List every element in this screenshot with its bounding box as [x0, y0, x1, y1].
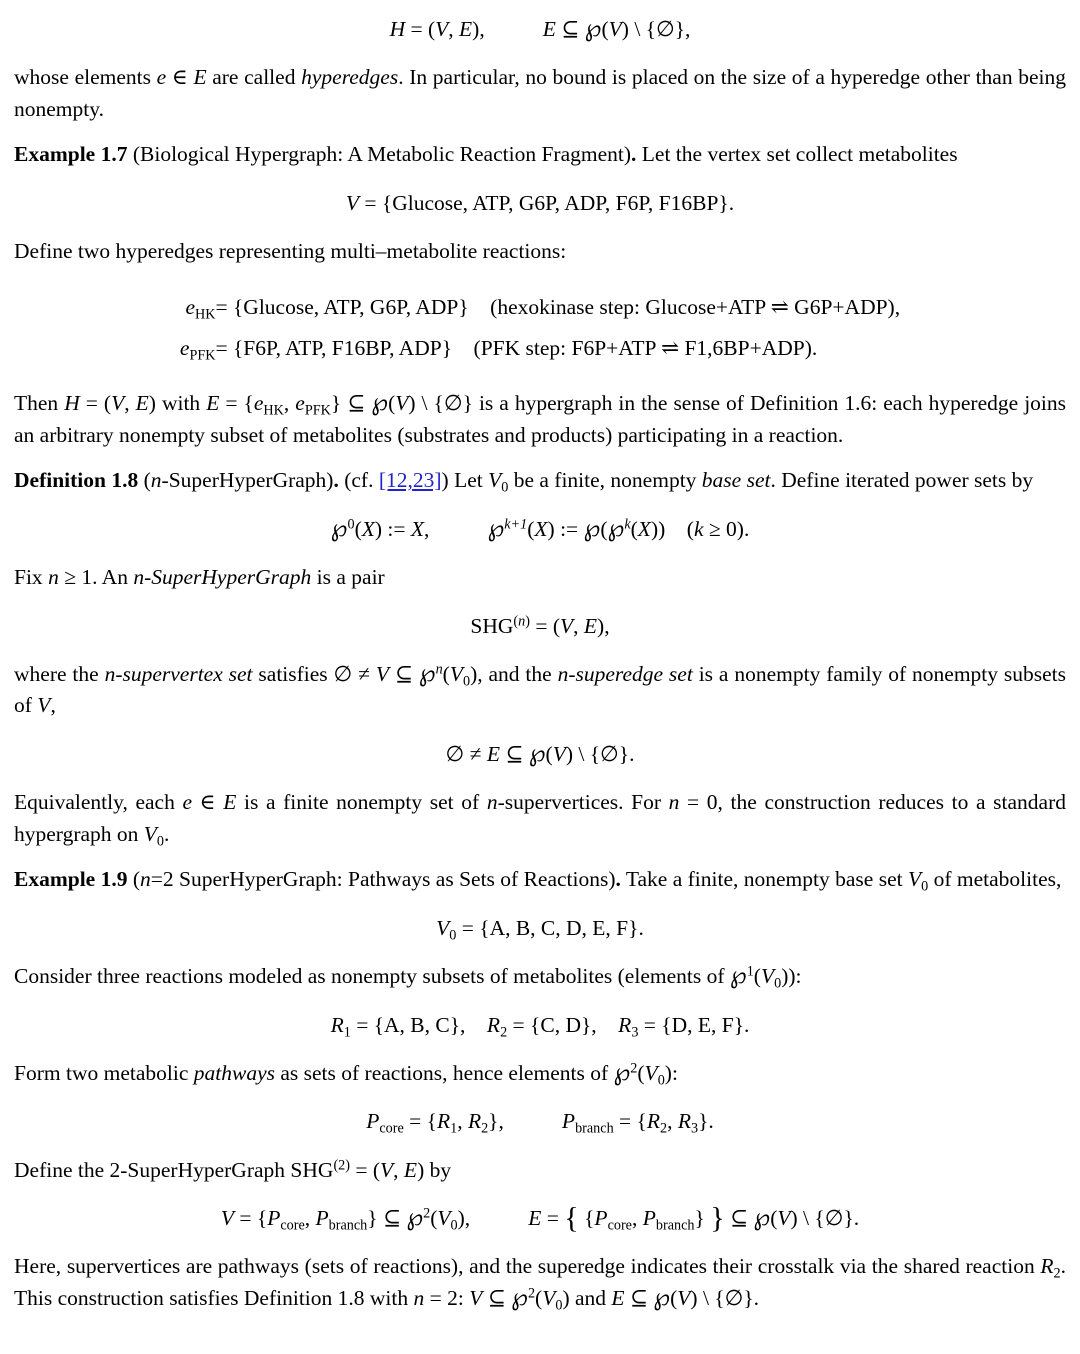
- powerset-symbol: ℘: [528, 738, 546, 767]
- text-run: Form two metabolic: [14, 1060, 194, 1085]
- para-then-h: [14, 388, 1066, 451]
- text-run: ⊆: [499, 741, 529, 766]
- text-run: ) \ {∅}.: [690, 1285, 760, 1310]
- text-run: 3: [631, 1023, 639, 1040]
- text-run: (: [527, 516, 535, 541]
- text-run: } ⊆: [330, 391, 372, 416]
- text-run: ) :=: [374, 516, 411, 541]
- text-run: Take a finite, nonempty base set: [620, 867, 908, 892]
- text-run: (: [630, 516, 638, 541]
- text-run: ) \ {∅}.: [565, 741, 635, 766]
- text-run: ∈: [166, 65, 194, 90]
- text-run: be a finite, nonempty: [508, 468, 702, 493]
- text-run: ,: [424, 516, 430, 541]
- text-run: R: [486, 1012, 501, 1037]
- text-run: pathways: [193, 1060, 275, 1085]
- text-run: -SuperHyperGraph): [161, 468, 334, 493]
- powerset-symbol: ℘: [511, 1282, 528, 1311]
- text-run: = 2:: [424, 1285, 470, 1310]
- text-run: H: [64, 391, 80, 416]
- text-run: P: [315, 1206, 329, 1231]
- text-run: E: [583, 613, 598, 638]
- text-run: E: [135, 391, 149, 416]
- text-run: E: [542, 17, 556, 41]
- equation-lhs: [180, 287, 216, 328]
- text-run: . In particular, no bound is placed on the size of a hyperedge other than being nonempty.: [14, 65, 1066, 121]
- text-run: R: [467, 1109, 482, 1134]
- text-run: V: [644, 1060, 658, 1085]
- text-run: .: [615, 867, 621, 892]
- text-run: V: [677, 1285, 691, 1310]
- para-define-hyperedges: [14, 236, 1066, 268]
- text-run: (: [770, 1206, 778, 1231]
- para-equivalently: [14, 787, 1066, 850]
- text-run: ) with: [148, 391, 207, 416]
- text-run: = {F6P, ATP, F16BP, ADP}: [215, 335, 453, 360]
- powerset-symbol: ℘: [607, 513, 625, 542]
- text-run: ),: [457, 1206, 471, 1231]
- text-run: X: [410, 516, 425, 541]
- text-run: 1: [343, 1023, 351, 1040]
- powerset-symbol: ℘: [753, 1203, 771, 1232]
- text-run: e: [185, 294, 195, 319]
- para-here-supervertices: [14, 1251, 1066, 1314]
- para-form-pathways: [14, 1058, 1066, 1090]
- display-hypergraph-def: [14, 14, 1066, 45]
- text-run: Equivalently, each: [14, 790, 183, 815]
- text-run: = {: [219, 391, 254, 416]
- text-run: -supervertices. For: [497, 790, 669, 815]
- text-run: n: [140, 867, 151, 892]
- text-run: (: [545, 741, 553, 766]
- text-run: = (: [529, 613, 561, 638]
- text-run: core: [379, 1120, 404, 1137]
- text-run: (Biological Hypergraph: A Metabolic Reaction Fragment): [127, 142, 632, 167]
- text-run: 1: [450, 1120, 458, 1137]
- text-run: 1: [746, 963, 754, 980]
- powerset-symbol: ℘: [584, 14, 602, 42]
- text-run: V: [37, 693, 51, 718]
- text-run: (hexokinase step: Glucose+ATP ⇌ G6P+ADP),: [490, 294, 901, 319]
- text-run: ) and: [562, 1285, 612, 1310]
- text-run: = {C, D},: [507, 1012, 597, 1037]
- text-run: E: [206, 391, 220, 416]
- text-run: R: [677, 1109, 691, 1134]
- display-pathways: [14, 1106, 1066, 1137]
- text-run: V: [907, 867, 922, 892]
- text-run: =: [541, 1206, 565, 1231]
- text-run: ,: [573, 613, 584, 638]
- text-run: of metabolites,: [928, 867, 1062, 892]
- text-run: V: [111, 391, 125, 416]
- text-run: V: [760, 964, 775, 989]
- text-run: ⊆: [624, 1285, 654, 1310]
- text-run: k: [693, 516, 704, 541]
- para-hyperedges: [14, 62, 1066, 125]
- text-run: R: [646, 1109, 661, 1134]
- text-run: Fix: [14, 565, 49, 590]
- text-run: . This construction satisfies Definition 1.8 with: [14, 1254, 1066, 1310]
- text-run: = {: [403, 1109, 437, 1134]
- text-run: ) \ {∅}.: [790, 1206, 860, 1231]
- text-run: )): [650, 516, 666, 541]
- text-run: Definition 1.8: [14, 468, 139, 493]
- text-run: (: [354, 516, 362, 541]
- powerset-symbol: ℘: [487, 513, 505, 542]
- text-run: core: [280, 1217, 305, 1234]
- text-run: n-supervertex set: [104, 661, 253, 686]
- text-run: E: [611, 1285, 625, 1310]
- text-run: 0: [774, 975, 782, 992]
- text-run: Example 1.7: [14, 142, 128, 167]
- text-run: ,: [448, 17, 460, 41]
- para-supervertex-set: [14, 659, 1066, 722]
- text-run: (: [601, 17, 609, 41]
- display-superedge-condition: [14, 739, 1066, 770]
- text-run: 0: [156, 832, 165, 849]
- text-run: ): [525, 613, 530, 630]
- text-run: 0: [921, 878, 929, 895]
- text-run: E: [193, 65, 207, 90]
- text-run: .: [164, 821, 170, 846]
- text-run: 0: [501, 479, 509, 496]
- text-run: n-SuperHyperGraph: [133, 565, 312, 590]
- text-run: 2: [500, 1023, 508, 1040]
- text-run: k+1: [504, 516, 528, 533]
- equation-rhs: [215, 287, 900, 328]
- text-run: V: [608, 17, 622, 41]
- text-run: core: [607, 1217, 632, 1234]
- text-run: ⊆: [555, 17, 585, 41]
- text-run: 2: [660, 1120, 668, 1137]
- text-run: E: [223, 790, 237, 815]
- text-run: }.: [698, 1109, 714, 1134]
- text-run: HK: [194, 305, 216, 322]
- text-run: 2: [527, 1285, 536, 1302]
- text-run: PFK: [189, 347, 216, 364]
- text-run: V: [395, 391, 409, 416]
- text-run: where the: [14, 661, 105, 686]
- text-run: (: [637, 1060, 645, 1085]
- text-run: HK: [263, 402, 284, 419]
- text-run: V: [143, 821, 157, 846]
- powerset-symbol: ℘: [613, 1057, 631, 1086]
- text-run: = 0, the construction reduces to a standard hypergraph on: [14, 790, 1066, 846]
- text-run: hyperedges: [301, 65, 399, 90]
- text-run: ≥ 0).: [703, 516, 750, 541]
- powerset-symbol: ℘: [418, 658, 436, 687]
- text-run: ,: [631, 1206, 643, 1231]
- text-run: 0: [449, 927, 457, 944]
- text-run: V: [345, 190, 360, 215]
- text-run: ,: [124, 391, 136, 416]
- text-run: P: [561, 1109, 576, 1134]
- text-run: n: [150, 468, 162, 493]
- powerset-symbol: ℘: [583, 513, 601, 542]
- text-run: = (: [405, 17, 436, 41]
- text-run: = {A, B, C},: [350, 1012, 466, 1037]
- text-run: V: [488, 468, 502, 493]
- display-iterated-power-sets: [14, 514, 1066, 545]
- text-run: (: [138, 468, 151, 493]
- text-run: ,: [457, 1109, 468, 1134]
- text-run: = {A, B, C, D, E, F}.: [456, 915, 644, 940]
- text-run: }: [710, 1200, 725, 1235]
- text-run: 0: [657, 1072, 665, 1089]
- text-run: branch: [328, 1217, 368, 1234]
- text-run: ⊆: [482, 1285, 512, 1310]
- text-run: X: [637, 516, 651, 541]
- para-define-shg2: [14, 1155, 1066, 1187]
- text-run: }: [694, 1206, 711, 1231]
- text-run: = {D, E, F}.: [638, 1012, 750, 1037]
- text-run: 2: [1053, 1265, 1061, 1282]
- text-run: V: [777, 1206, 791, 1231]
- text-run: whose elements: [14, 65, 157, 90]
- text-run: ⊆: [724, 1206, 754, 1231]
- powerset-symbol: ℘: [729, 961, 747, 990]
- para-definition-1-8: [14, 465, 1066, 497]
- equation-row: [180, 287, 900, 328]
- text-run: ≥ 1. An: [58, 565, 134, 590]
- text-run: (PFK step: F6P+ATP ⇌ F1,6BP+ADP).: [473, 335, 818, 360]
- text-run: (: [513, 613, 519, 630]
- text-run: = (: [79, 391, 112, 416]
- text-run: ,: [283, 391, 296, 416]
- aligned-equations: [180, 287, 900, 369]
- text-run: 3: [691, 1120, 699, 1137]
- display-hyperedge-reactions: [14, 287, 1066, 369]
- display-shg: [14, 611, 1066, 642]
- text-run: P: [594, 1206, 608, 1231]
- text-run: (: [686, 516, 694, 541]
- text-run: PFK: [304, 402, 331, 419]
- text-run: (: [600, 516, 608, 541]
- text-run: n: [48, 565, 59, 590]
- powerset-symbol: ℘: [406, 1203, 424, 1232]
- text-run: = {: [233, 1206, 268, 1231]
- text-run: P: [366, 1109, 380, 1134]
- text-run: V: [435, 17, 449, 41]
- text-run: = {Glucose, ATP, G6P, ADP, F6P, F16BP}.: [359, 190, 735, 215]
- text-run: Here, supervertices are pathways (sets of reactions), and the superedge indicates their crosstalk via the shared reaction: [14, 1254, 1041, 1279]
- text-run: V: [560, 613, 574, 638]
- text-run: n-superedge set: [557, 661, 693, 686]
- text-run: Define two hyperedges representing multi–metabolite reactions:: [14, 239, 567, 264]
- text-run: {: [564, 1200, 579, 1235]
- text-run: e: [253, 391, 264, 416]
- text-run: . Define iterated power sets by: [770, 468, 1034, 493]
- text-run: is a pair: [311, 565, 385, 590]
- text-run: (: [753, 964, 761, 989]
- text-run: branch: [575, 1120, 614, 1137]
- text-run: P: [642, 1206, 656, 1231]
- text-run: ) by: [417, 1157, 452, 1182]
- text-run: is a nonempty family of nonempty subsets of: [14, 661, 1067, 718]
- display-base-set: [14, 913, 1066, 944]
- text-run: ) Let: [441, 468, 489, 493]
- text-run: = {: [613, 1109, 647, 1134]
- text-run: 0: [555, 1297, 563, 1314]
- text-run: 2: [630, 1060, 638, 1077]
- text-run: ), and the: [470, 661, 558, 686]
- text-run: R: [436, 1109, 451, 1134]
- text-run: .: [333, 468, 339, 493]
- text-run: ,: [393, 1157, 404, 1182]
- text-run: base set: [701, 468, 771, 493]
- text-run: ) :=: [547, 516, 584, 541]
- equation-lhs: [180, 328, 216, 369]
- text-run: ,: [50, 693, 56, 718]
- text-run: V: [220, 1206, 234, 1231]
- text-run: } ⊆: [367, 1206, 407, 1231]
- text-run: as sets of reactions, hence elements of: [274, 1060, 614, 1085]
- text-run: 0: [462, 673, 471, 690]
- text-run: (: [127, 867, 141, 892]
- powerset-symbol: ℘: [653, 1282, 671, 1311]
- text-run: e: [156, 65, 167, 90]
- text-run: ):: [664, 1060, 678, 1085]
- text-run: n: [486, 790, 498, 815]
- text-run: ) \ {∅},: [621, 17, 691, 41]
- text-run: n: [435, 661, 443, 678]
- text-run: E: [403, 1157, 418, 1182]
- text-run: (: [430, 1206, 438, 1231]
- text-run: X: [534, 516, 548, 541]
- para-consider-reactions: [14, 961, 1066, 993]
- citation-link[interactable]: [12,23]: [378, 468, 442, 493]
- text-run: e: [179, 335, 190, 360]
- text-run: = (: [349, 1157, 381, 1182]
- text-run: Example 1.9: [14, 867, 128, 892]
- text-run: V: [380, 1157, 394, 1182]
- text-run: (: [670, 1285, 678, 1310]
- text-run: (: [535, 1285, 543, 1310]
- text-run: V: [437, 1206, 451, 1231]
- text-run: Let the vertex set collect metabolites: [636, 142, 958, 167]
- text-run: .: [631, 142, 637, 167]
- text-run: branch: [655, 1217, 695, 1234]
- text-run: ⊆: [389, 661, 419, 686]
- text-run: E: [528, 1206, 542, 1231]
- text-run: n: [413, 1285, 425, 1310]
- display-reactions: [14, 1010, 1066, 1041]
- para-example-1-9: [14, 864, 1066, 896]
- powerset-symbol: ℘: [330, 513, 348, 542]
- text-run: (2): [333, 1157, 350, 1174]
- text-run: n: [518, 613, 526, 630]
- text-run: V: [469, 1285, 483, 1310]
- text-run: V: [436, 915, 450, 940]
- para-example-1-7: [14, 139, 1066, 171]
- text-run: 2: [423, 1205, 431, 1222]
- text-run: 2: [481, 1120, 489, 1137]
- text-run: SHG: [470, 613, 514, 638]
- para-fix-n: [14, 562, 1066, 594]
- text-run: X: [361, 516, 375, 541]
- text-run: H: [389, 17, 406, 41]
- text-run: V: [449, 661, 463, 686]
- text-run: R: [1040, 1254, 1054, 1279]
- text-run: = {Glucose, ATP, G6P, ADP}: [215, 294, 469, 319]
- text-run: ∈: [192, 790, 224, 815]
- text-run: ,: [304, 1206, 316, 1231]
- text-run: Define the 2-SuperHyperGraph SHG: [14, 1157, 334, 1182]
- text-run: ),: [597, 613, 610, 638]
- text-run: n: [668, 790, 680, 815]
- display-shg2-def: [14, 1200, 1066, 1235]
- text-run: ) \ {∅} is a hypergraph in the sense of Definition 1.6: each hyperedge joins an arbitrary nonempty subset of metabolites (substrates and products) participating in a reaction.: [14, 391, 1067, 447]
- text-run: are called: [206, 65, 302, 90]
- text-run: 0: [450, 1217, 458, 1234]
- text-run: k: [624, 516, 631, 533]
- text-run: (: [442, 661, 450, 686]
- text-run: R: [618, 1012, 632, 1037]
- text-run: ,: [667, 1109, 678, 1134]
- text-run: R: [330, 1012, 344, 1037]
- text-run: 0: [347, 516, 355, 533]
- text-run: ),: [472, 17, 485, 41]
- text-run: (cf.: [338, 468, 379, 493]
- text-run: },: [488, 1109, 504, 1134]
- equation-row: [180, 328, 900, 369]
- text-run: ∅ ≠: [445, 741, 487, 766]
- text-run: V: [542, 1285, 556, 1310]
- text-run: is a finite nonempty set of: [236, 790, 487, 815]
- text-run: e: [182, 790, 193, 815]
- text-run: )):: [781, 964, 802, 989]
- text-run: V: [375, 661, 389, 686]
- text-run: e: [295, 391, 305, 416]
- text-run: {: [578, 1206, 595, 1231]
- text-run: Then: [14, 391, 65, 416]
- text-run: satisfies ∅ ≠: [252, 661, 376, 686]
- text-run: V: [552, 741, 566, 766]
- text-run: (: [388, 391, 396, 416]
- powerset-symbol: ℘: [371, 388, 389, 417]
- text-run: P: [267, 1206, 281, 1231]
- text-run: Consider three reactions modeled as nonempty subsets of metabolites (elements of: [14, 964, 730, 989]
- text-run: E: [486, 741, 500, 766]
- text-run: E: [459, 17, 473, 41]
- text-run: =2 SuperHyperGraph: Pathways as Sets of Reactions): [150, 867, 616, 892]
- equation-rhs: [215, 328, 900, 369]
- display-vertex-set: [14, 188, 1066, 219]
